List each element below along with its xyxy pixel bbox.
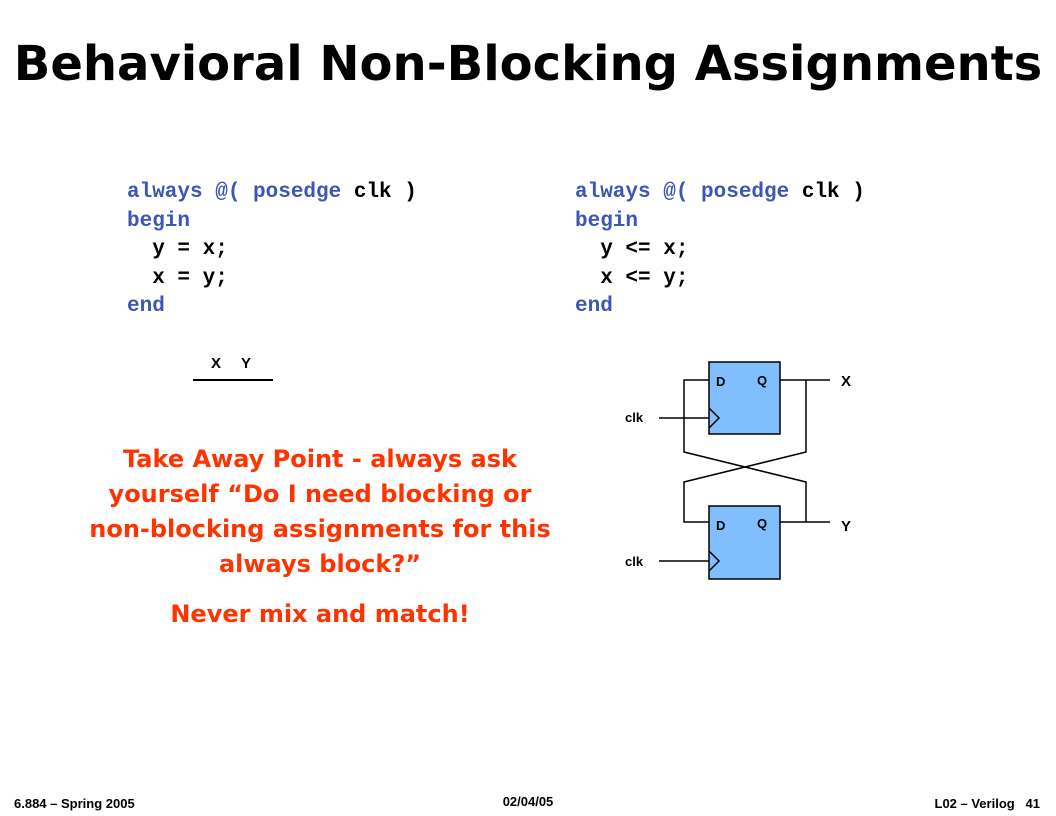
code-keyword: begin — [575, 209, 639, 233]
footer-course: 6.884 – Spring 2005 — [14, 796, 135, 811]
output-y-label: Y — [841, 518, 852, 535]
code-keyword: end — [127, 295, 165, 318]
footer-date: 02/04/05 — [502, 794, 554, 809]
code-text: y <= x; — [575, 238, 689, 261]
ff-bottom-d-label: D — [716, 518, 726, 533]
code-text: x <= y; — [575, 266, 689, 290]
ff-top-q-label: Q — [757, 373, 768, 388]
clk-label-top: clk — [625, 410, 644, 425]
ff-bottom-q-label: Q — [757, 516, 768, 531]
code-text: y = x; — [127, 238, 228, 261]
slide-title: Behavioral Non-Blocking Assignments — [13, 36, 1043, 92]
clk-label-bottom: clk — [625, 554, 644, 569]
ff-top-d-label: D — [716, 374, 726, 389]
footer-lecture: L02 – Verilog 41 — [934, 796, 1040, 811]
code-text: clk ) — [341, 181, 417, 204]
code-keyword: begin — [127, 209, 191, 233]
table-header-y: Y — [241, 355, 252, 372]
code-text: x = y; — [127, 266, 228, 290]
never-mix-text: Never mix and match! — [170, 600, 470, 628]
table-header-x: X — [211, 355, 222, 372]
takeaway-line: yourself “Do I need blocking or — [108, 480, 532, 508]
takeaway-line: always block?” — [218, 550, 422, 578]
code-text: clk ) — [789, 181, 865, 204]
code-keyword: always @( posedge — [127, 181, 342, 204]
takeaway-line: Take Away Point - always ask — [123, 445, 517, 473]
code-keyword: end — [575, 295, 613, 318]
takeaway-line: non-blocking assignments for this — [89, 515, 551, 543]
flip-flop-top — [709, 362, 780, 434]
code-keyword: always @( posedge — [575, 181, 790, 204]
flip-flop-bottom — [709, 506, 780, 579]
output-x-label: X — [841, 373, 852, 390]
